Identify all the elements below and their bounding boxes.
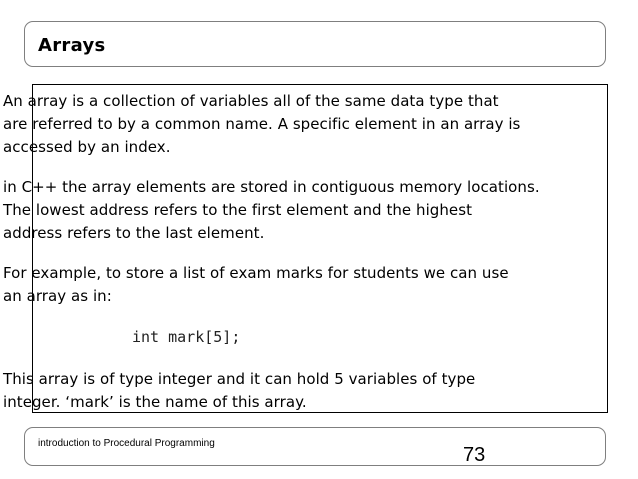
example-line-1: For example, to store a list of exam marks for students we can use (3, 264, 509, 282)
summary-paragraph (3, 368, 475, 414)
intro-line-1: An array is a collection of variables all of the same data type that (3, 92, 499, 110)
summary-line-1: This array is of type integer and it can hold 5 variables of type (3, 370, 476, 388)
example-line-2: an array as in: (3, 287, 112, 305)
storage-paragraph (3, 176, 540, 245)
slide-footer (24, 427, 606, 466)
intro-paragraph (3, 90, 520, 159)
slide-title: Arrays (38, 35, 106, 56)
course-name: introduction to Procedural Programming (38, 438, 215, 449)
storage-line-1: in C++ the array elements are stored in contiguous memory locations. (3, 178, 540, 196)
page-number: 73 (463, 444, 486, 466)
intro-line-3: accessed by an index. (3, 138, 171, 156)
summary-line-2: integer. ‘mark’ is the name of this array. (3, 393, 307, 411)
example-paragraph (3, 262, 509, 308)
slide-title-box (24, 21, 606, 67)
storage-line-3: address refers to the last element. (3, 224, 265, 242)
storage-line-2: The lowest address refers to the first element and the highest (3, 201, 473, 219)
intro-line-2: are referred to by a common name. A specific element in an array is (3, 115, 521, 133)
code-sample: int mark[5]; (132, 328, 241, 346)
